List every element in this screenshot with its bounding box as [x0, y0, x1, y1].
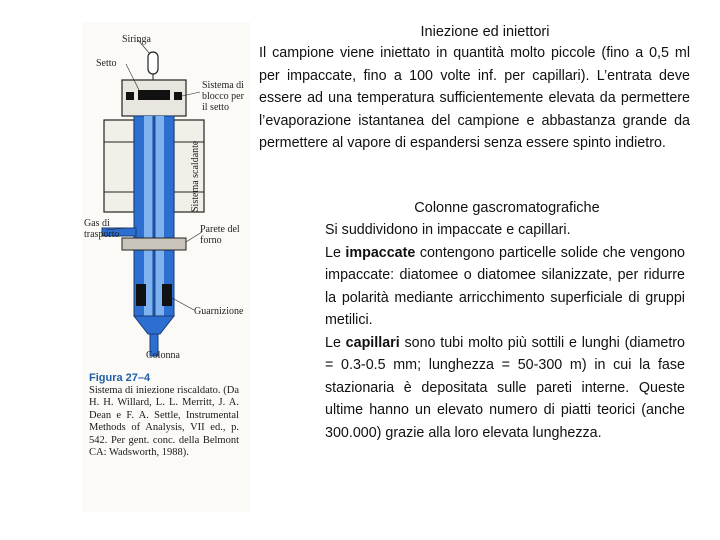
heater-left: [104, 120, 134, 212]
columns-intro: Si suddividono in impaccate e capillari.: [325, 222, 571, 238]
label-syringe: Siringa: [122, 34, 151, 45]
column-taper: [134, 316, 174, 334]
paragraph-columns: [325, 219, 685, 444]
packed-term: impaccate: [345, 244, 416, 261]
figure-caption: [89, 372, 239, 460]
figure-number: Figura 27–4: [89, 372, 151, 384]
oven-wall: [122, 238, 186, 250]
section-title-columns: Colonne gascromatografiche: [414, 200, 600, 216]
label-column: Colonna: [146, 350, 180, 361]
gasket-right: [162, 284, 172, 306]
label-septum: Setto: [96, 58, 117, 69]
capillary-term: capillari: [345, 334, 400, 351]
gasket-left: [136, 284, 146, 306]
packed-columns-paragraph: Le impaccate contengono particelle solide che vengono impaccate: diatomee o diatomee silanizzate, per ridurre la polarità mediante arricchimento superficiale di gruppi metilici.: [325, 244, 686, 328]
injector-figure: [82, 22, 250, 512]
capillary-columns-paragraph: Le capillari sono tubi molto più sottili e lunghi (diametro = 0.3-0.5 mm; lunghezza = 50-300 m) in cui la fase stazionaria è depositata sulle pareti interne. Queste ultime hanno un elevato numero di piatti teorici (anche 300.000) grazie alla loro elevata lunghezza.: [325, 334, 686, 441]
label-gasket: Guarnizione: [194, 306, 244, 317]
label-oven-wall: Parete del forno: [200, 224, 240, 246]
septum: [138, 90, 170, 100]
section-title-injection: Iniezione ed iniettori: [420, 24, 550, 40]
syringe-plunger: [148, 52, 158, 74]
figure-caption-text: Sistema di iniezione riscaldato. (Da H. H. Willard, L. L. Merritt, J. A. Dean e F. A. Settle, Instrumental Methods of Analysis, VII ed., p. 542. Per gent. conc. della Belmont CA: Wadsworth, 1988).: [89, 384, 239, 458]
label-carrier-gas: Gas di trasporto: [84, 218, 120, 240]
paragraph-injection: Il campione viene iniettato in quantità molto piccole (fino a 0,5 ml per impaccate, fino a 100 volte inf. per capillari). L’entrata deve essere ad una temperatura sufficientemente elevata da permettere l’evaporazione istantanea del campione e abbastanza grande da permettere al vapore di espandersi senza essere spinto indietro.: [259, 45, 690, 151]
label-heater: Sistema scaldante: [190, 140, 201, 212]
label-septum-lock: Sistema di blocco per il setto: [202, 80, 244, 113]
